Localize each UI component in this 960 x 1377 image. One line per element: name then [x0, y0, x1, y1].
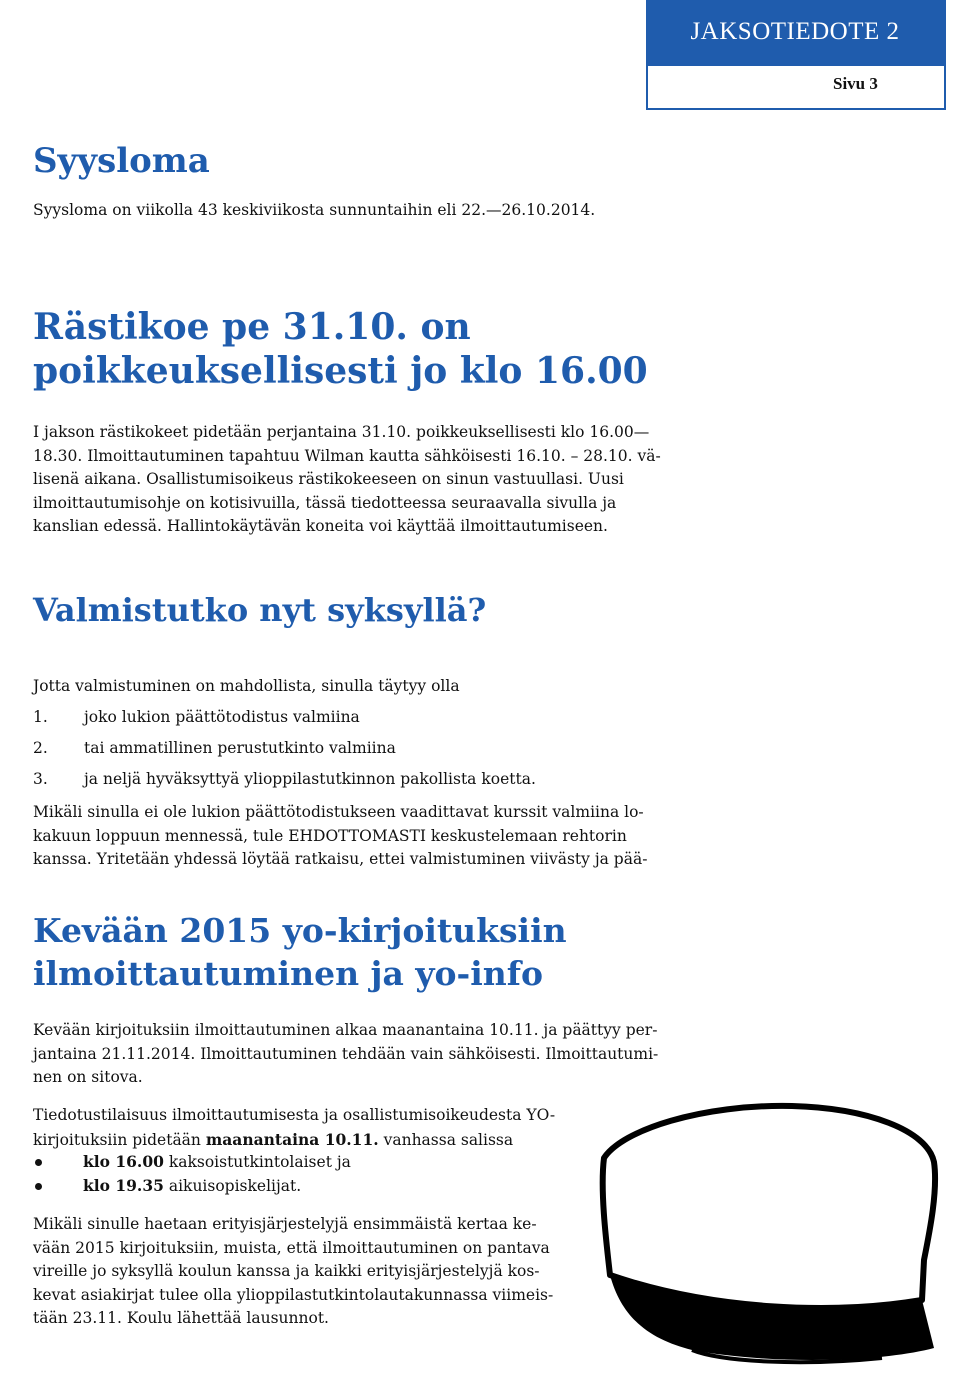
yo-text: vanhassa salissa: [378, 1130, 514, 1149]
list-number: 3.: [33, 770, 48, 788]
rastikoe-line: 18.30. Ilmoittautuminen tapahtuu Wilman kautta sähköisesti 16.10. – 28.10. vä-: [33, 446, 661, 465]
list-text: [83, 1150, 351, 1174]
bullet-icon: [35, 1159, 42, 1166]
yo-line: Mikäli sinulle haetaan erityisjärjestelyjä ensimmäistä kertaa ke-: [33, 1215, 537, 1233]
rastikoe-line: lisenä aikana. Osallistumisoikeus rästikokeeseen on sinun vastuullasi. Uusi: [33, 470, 624, 488]
syysloma-text: Syysloma on viikolla 43 keskiviikosta sunnuntaihin eli 22.—26.10.2014.: [33, 201, 596, 219]
student-cap-icon: [582, 1100, 942, 1372]
yo-line: Kevään kirjoituksiin ilmoittautuminen alkaa maanantaina 10.11. ja päättyy per-: [33, 1021, 658, 1039]
rastikoe-text: [33, 421, 661, 539]
list-text: tai ammatillinen perustutkinto valmiina: [84, 739, 396, 757]
yo-line: tään 23.11. Koulu lähettää lausunnot.: [33, 1309, 329, 1327]
rastikoe-line: I jakson rästikokeet pidetään perjantaina 31.10. poikkeuksellisesti klo 16.00—: [33, 423, 650, 441]
yo-text: kirjoituksiin pidetään: [33, 1130, 206, 1149]
yo-paragraph-3: [33, 1213, 553, 1331]
rastikoe-line: ilmoittautumisohje on kotisivuilla, tässä tiedotteessa seuraavalla sivulla ja: [33, 493, 617, 512]
yo-date-bold: maanantaina 10.11.: [205, 1129, 379, 1149]
list-text: joko lukion päättötodistus valmiina: [84, 708, 360, 726]
yo-line: [33, 1128, 555, 1153]
heading-yo-line2: ilmoittautuminen ja yo-info: [33, 954, 543, 993]
heading-valmistutko: Valmistutko nyt syksyllä?: [33, 591, 487, 629]
list-rest: aikuisopiskelijat.: [163, 1177, 302, 1195]
bullet-icon: [35, 1183, 42, 1190]
yo-paragraph-2: [33, 1104, 555, 1152]
valmistutko-line: Mikäli sinulla ei ole lukion päättötodistukseen vaadittavat kurssit valmiina lo-: [33, 803, 644, 821]
yo-line: nen on sitova.: [33, 1068, 143, 1086]
heading-syysloma: Syysloma: [33, 141, 210, 181]
time-bold: klo 16.: [83, 1152, 143, 1171]
valmistutko-intro: Jotta valmistuminen on mahdollista, sinulla täytyy olla: [33, 677, 460, 695]
rastikoe-line: kanslian edessä. Hallintokäytävän koneita voi käyttää ilmoittautumiseen.: [33, 517, 608, 535]
yo-paragraph-1: [33, 1019, 658, 1090]
time-bold: 00: [142, 1152, 164, 1171]
list-number: 2.: [33, 739, 48, 757]
valmistutko-line: kanssa. Yritetään yhdessä löytää ratkaisu, ettei valmistuminen viivästy ja pää-: [33, 850, 648, 868]
heading-rastikoe-line1: Rästikoe pe 31.10. on: [33, 306, 471, 348]
list-rest: kaksoistutkintolaiset ja: [163, 1153, 351, 1171]
document-title: JAKSOTIEDOTE 2: [690, 18, 900, 45]
list-number: 1.: [33, 708, 48, 726]
heading-rastikoe-line2: poikkeuksellisesti jo klo 16.00: [33, 350, 648, 392]
list-text: ja neljä hyväksyttyä ylioppilastutkinnon pakollista koetta.: [84, 770, 536, 788]
valmistutko-text: [33, 801, 647, 872]
yo-line: Tiedotustilaisuus ilmoittautumisesta ja osallistumisoikeudesta YO-: [33, 1106, 556, 1124]
yo-line: vireille jo syksyllä koulun kanssa ja kaikki erityisjärjestelyjä kos-: [33, 1262, 540, 1280]
yo-line: jantaina 21.11.2014. Ilmoittautuminen tehdään vain sähköisesti. Ilmoittautumi-: [33, 1044, 659, 1063]
heading-yo-line1: Kevään 2015 yo-kirjoituksiin: [33, 911, 567, 950]
time-bold: klo 19.: [83, 1176, 143, 1195]
page-number: Sivu 3: [833, 74, 878, 93]
list-text: [83, 1174, 301, 1198]
heading-yo: [33, 909, 567, 995]
valmistutko-line: kakuun loppuun mennessä, tule EHDOTTOMASTI keskustelemaan rehtorin: [33, 826, 627, 845]
time-bold: 35: [142, 1176, 164, 1195]
yo-line: kevat asiakirjat tulee olla ylioppilastutkintolautakunnassa viimeis-: [33, 1285, 554, 1304]
yo-line: vään 2015 kirjoituksiin, muista, että ilmoittautuminen on pantava: [33, 1238, 550, 1257]
heading-rastikoe: [33, 305, 648, 393]
